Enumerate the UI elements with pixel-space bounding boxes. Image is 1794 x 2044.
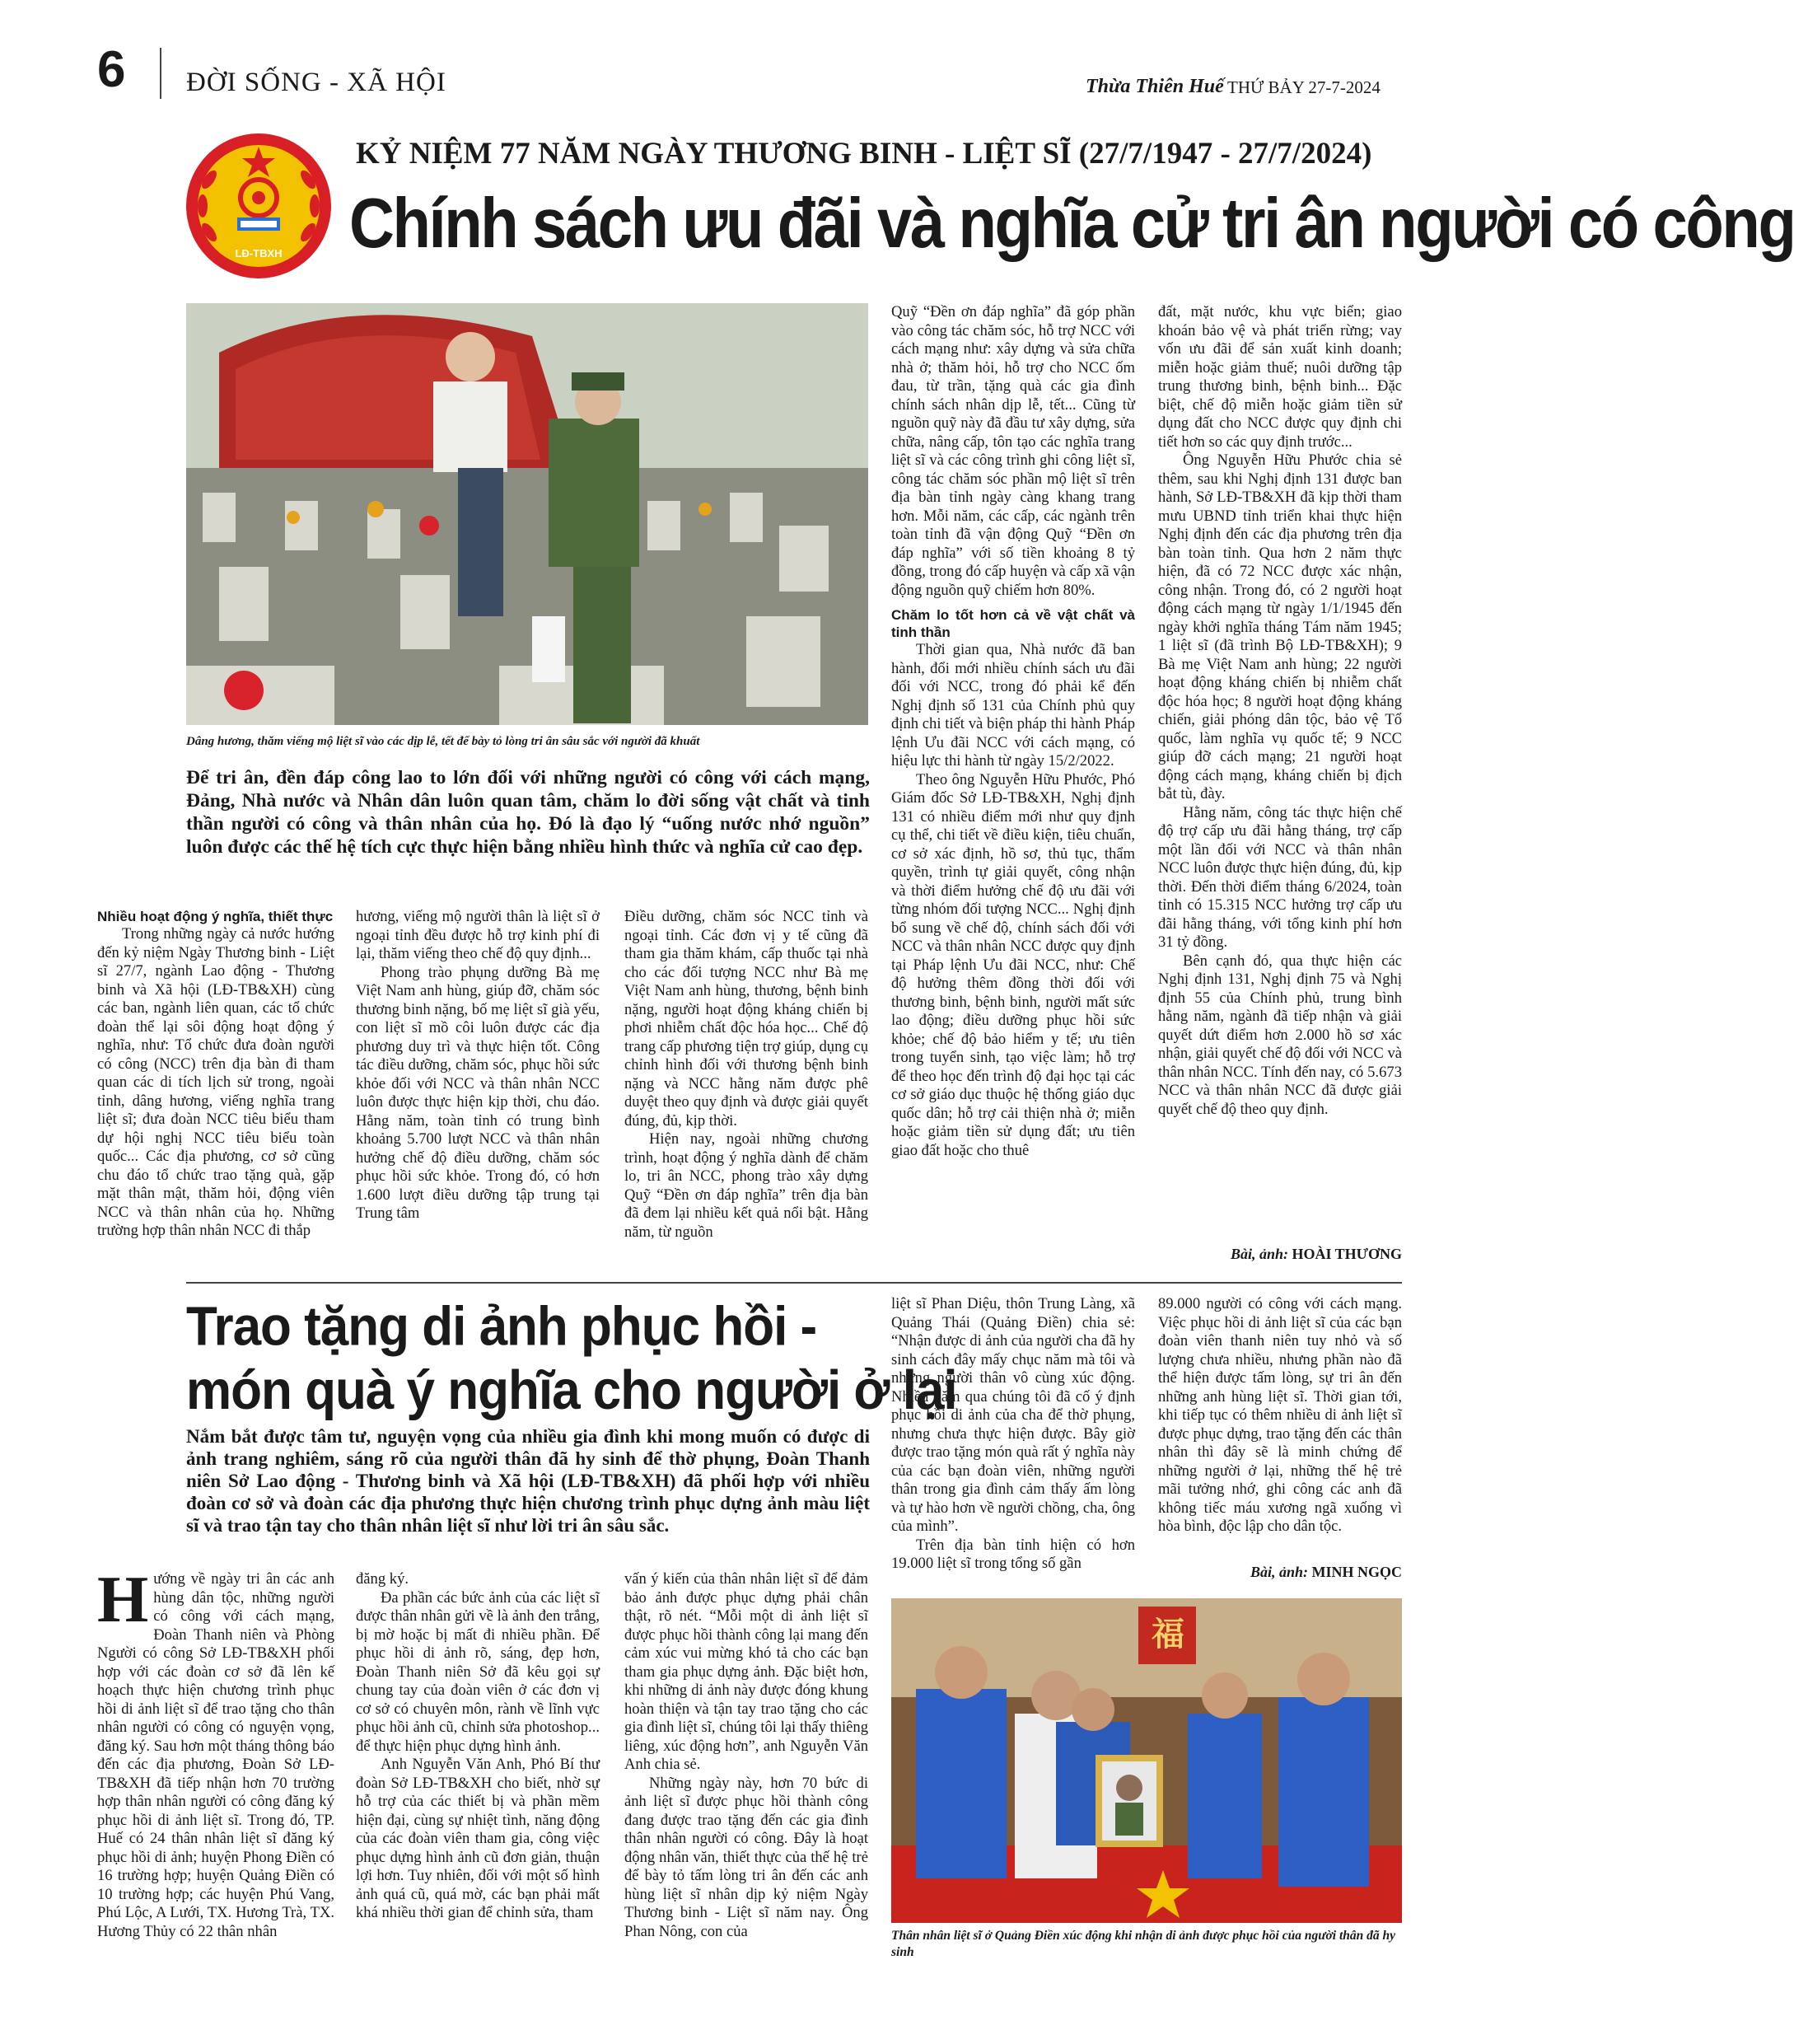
article1-byline-label: Bài, ảnh: bbox=[1230, 1246, 1292, 1262]
article2-headline-line1: Trao tặng di ảnh phục hồi - bbox=[186, 1296, 817, 1358]
article1-para: Phong trào phụng dưỡng Bà mẹ Việt Nam anh hùng, giúp đỡ, chăm sóc thương binh nặng, bố mẹ liệt sĩ già yếu, con liệt sĩ mồ côi luôn được các địa phương duy trì và thực hiện tốt. Công tác điều dưỡng, chăm sóc, phục hồi sức khỏe đối với NCC và thân nhân NCC luôn được thực hiện kịp thời, chu đáo. Hằng năm, toàn tỉnh có trung bình khoảng 5.700 lượt NCC và thân nhân hưởng chế độ điều dưỡng, chăm sóc phục hồi sức khỏe. Trong đó, có hơn 1.600 lượt điều dưỡng tập trung tại Trung tâm bbox=[356, 963, 600, 1222]
article1-para: Hằng năm, công tác thực hiện chế độ trợ cấp ưu đãi hằng tháng, trợ cấp một lần đối với NCC và thân nhân NCC luôn được thực hiện đúng, đủ, kịp thời. Đến thời điểm tháng 6/2024, toàn tỉnh có 15.315 NCC hưởng trợ cấp ưu đãi hằng tháng, với tổng kinh phí hơn 31 tỷ đồng. bbox=[1158, 803, 1402, 951]
article1-para: Quỹ “Đền ơn đáp nghĩa” đã góp phần vào công tác chăm sóc, hỗ trợ NCC với cách mạng như: xây dựng và sửa chữa nhà ở; thăm hỏi, hỗ trợ cho NCC ốm đau, từ trần, tặng quà các gia đình chính sách nhân dịp lễ, tết... Cũng từ nguồn quỹ này đã đầu tư xây dựng, sửa chữa, nâng cấp, tôn tạo các nghĩa trang liệt sĩ và các công trình ghi công liệt sĩ, công tác chăm sóc phần mộ liệt sĩ trên địa bàn tỉnh ngày càng khang trang hơn. Mỗi năm, các cấp, các ngành trên toàn tỉnh đã vận động Quỹ “Đền ơn đáp nghĩa” với số tiền khoảng 8 tỷ đồng, trong đó cấp huyện và cấp xã vận động nguồn quỹ chiếm hơn 80%. bbox=[891, 303, 1135, 599]
article2-headline-line2: món quà ý nghĩa cho người ở lại bbox=[186, 1359, 957, 1422]
issue-date: THỨ BẢY 27-7-2024 bbox=[1227, 77, 1381, 97]
article1-para: Thời gian qua, Nhà nước đã ban hành, đổi mới nhiều chính sách ưu đãi đối với NCC, trong đó phải kể đến Nghị định số 131 của Chính phủ quy định chi tiết và biện pháp thi hành Pháp lệnh Ưu đãi NCC với cách mạng, có hiệu lực thi hành từ ngày 15/2/2022. bbox=[891, 641, 1135, 769]
article2-col4 bbox=[891, 1295, 1135, 1583]
article2-col1 bbox=[97, 1564, 334, 1966]
article1-subhead1: Nhiều hoạt động ý nghĩa, thiết thực bbox=[97, 909, 334, 924]
article1-para: Theo ông Nguyễn Hữu Phước, Phó Giám đốc Sở LĐ-TB&XH, Nghị định 131 có nhiều điểm mới như quy định cụ thể, chi tiết về điều kiện, tiêu chuẩn, cơ sở xác định, hồ sơ, thủ tục, thẩm quyền, trình tự giải quyết, công nhận và thời điểm hưởng chế độ ưu đãi với từng nhóm đối tượng NCC... Nghị định bổ sung về chế độ, chính sách đối với NCC và thân nhân NCC được quy định tại Pháp lệnh Ưu đãi NCC, như: Chế độ hưởng thêm đồng thời đối với thương binh, bệnh binh, người mất sức lao động; điều dưỡng phục hồi sức khỏe; chế độ bảo hiểm y tế; ưu tiên trong tuyển sinh, tạo việc làm; hỗ trợ để theo học đến trình độ đại học tại các cơ sở giáo dục thuộc hệ thống giáo dục quốc dân; hỗ trợ cải thiện nhà ở; miễn hoặc giảm tiền sử dụng đất; ưu tiên giao đất hoặc cho thuê bbox=[891, 770, 1135, 1159]
article2-para: Đa phần các bức ảnh của các liệt sĩ được thân nhân gửi về là ảnh đen trắng, bị mờ hoặc bị mất đi nhiều phần. Để phục hồi di ảnh rõ, sáng, đẹp hơn, Đoàn Thanh niên Sở đã kêu gọi sự chung tay của đoàn viên ở các đơn vị cơ sở có chuyên môn, rành về lĩnh vực phục hồi ảnh cũ, chỉnh sửa photoshop... để thực hiện phục dựng hình ảnh. bbox=[356, 1588, 600, 1755]
article2-col2 bbox=[356, 1570, 600, 1966]
article2-byline bbox=[1158, 1564, 1402, 1581]
article1-col1 bbox=[97, 908, 334, 1254]
article2-para: ướng về ngày tri ân các anh hùng dân tộc, những người có công với cách mạng, Đoàn Thanh niên và Phòng Người có công Sở LĐ-TB&XH phối hợp với các đoàn cơ sở đã lên kế hoạch thực hiện chương trình phục hồi di ảnh liệt sĩ để trao tặng cho thân nhân người có công có nguyện vọng, đăng ký. Sau hơn một tháng thông báo đến các địa phương, Đoàn Sở LĐ-TB&XH đã tiếp nhận hơn 70 trường hợp thân nhân người có công đăng ký phục hồi di ảnh liệt sĩ. Trong đó, TP. Huế có 24 thân nhân liệt sĩ đăng ký phục hồi di ảnh; huyện Phong Điền có 16 trường hợp; huyện Quảng Điền có 10 trường hợp; các huyện Phú Vang, Phú Lộc, A Lưới, TX. Hương Trà, TX. Hương Thủy có 22 thân nhân bbox=[97, 1570, 334, 1940]
logo-text: LĐ-TBXH bbox=[235, 247, 283, 260]
article1-byline-name: HOÀI THƯƠNG bbox=[1292, 1246, 1402, 1262]
ldtbxh-logo bbox=[185, 132, 333, 280]
article2-headline bbox=[186, 1295, 957, 1424]
photo-sign-glyph: 福 bbox=[1152, 1616, 1184, 1653]
article1-para: đất, mặt nước, khu vực biển; giao khoán bảo vệ và phát triển rừng; vay vốn ưu đãi để sản xuất kinh doanh; miễn hoặc giảm thuế; nuôi dưỡng tập trung thương binh, bệnh binh... Đặc biệt, chế độ miễn hoặc giảm tiền sử dụng đất cho NCC được quy định chi tiết hơn so các quy định trước... bbox=[1158, 303, 1402, 451]
article2-para: 89.000 người có công với cách mạng. Việc phục hồi di ảnh liệt sĩ của các bạn đoàn viên thanh niên tuy nhỏ và số lượng chưa nhiều, nhưng phần nào đã thể hiện được tấm lòng, sự tri ân đến những anh hùng liệt sĩ. Thời gian tới, khi tiếp tục có thêm nhiều di ảnh liệt sĩ được phục dựng, trao tặng đến các thân nhân thì đây sẽ là minh chứng để những người ở lại, những thế hệ trẻ mãi tưởng nhớ, ghi công các anh đã không tiếc máu xương ngã xuống vì hòa bình, độc lập cho dân tộc. bbox=[1158, 1295, 1402, 1535]
article1-para: Ông Nguyễn Hữu Phước chia sẻ thêm, sau khi Nghị định 131 được ban hành, Sở LĐ-TB&XH đã kịp thời tham mưu UBND tỉnh triển khai thực hiện Nghị định đến các địa phương trên địa bàn toàn tỉnh. Qua hơn 2 năm thực hiện, đã có 72 NCC được xác nhận, công nhận. Trong đó, có 2 người hoạt động cách mạng từ ngày 1/1/1945 đến ngày khởi nghĩa tháng Tám năm 1945; 1 liệt sĩ (đã trình Bộ LĐ-TB&XH); 9 Bà mẹ Việt Nam anh hùng; 22 người hoạt động kháng chiến bị nhiễm chất độc hóa học; 8 người hoạt động kháng chiến, giải phóng dân tộc, bảo vệ Tổ quốc, làm nghĩa vụ quốc tế; 9 NCC giúp đỡ cách mạng; 21 người hoạt động cách mạng, kháng chiến bị địch bắt tù, đày. bbox=[1158, 451, 1402, 802]
article2-para: Trên địa bàn tỉnh hiện có hơn 19.000 liệt sĩ trong tổng số gần bbox=[891, 1536, 1135, 1572]
article1-para: Trong những ngày cả nước hướng đến kỷ niệm Ngày Thương binh - Liệt sĩ 27/7, ngành Lao động - Thương binh và Xã hội (LĐ-TB&XH) cùng các ban, ngành liên quan, các tổ chức đoàn thể lại sôi động hoạt động ý nghĩa, như: Tổ chức đưa đoàn người có công (NCC) trên địa bàn đi tham quan các di tích lịch sử trong, ngoài tỉnh, dâng hương, viếng nghĩa trang liệt sĩ; đưa đoàn NCC tiêu biểu tham dự hội nghị NCC tiêu biểu toàn quốc... Các địa phương, cơ sở cũng chu đáo tổ chức trao tặng quà, gặp mặt thân mật, thăm hỏi, động viên NCC và thân nhân của họ. Những trường hợp thân nhân NCC đi thắp bbox=[97, 925, 334, 1239]
header-divider bbox=[160, 48, 161, 99]
section-title: ĐỜI SỐNG - XÃ HỘI bbox=[186, 68, 446, 97]
article2-para: liệt sĩ Phan Diệu, thôn Trung Làng, xã Quảng Thái (Quảng Điền) chia sẻ: “Nhận được di ảnh của người cha đã hy sinh cách đây mấy chục năm mà tôi và những người thân vô cùng xúc động. Nhiều năm qua chúng tôi đã cố ý định phục hồi di ảnh của cha để thờ phụng, nhưng chưa thực hiện được. Bây giờ được trao tặng món quà rất ý nghĩa này của các bạn đoàn viên, những người thân trong gia đình cảm thấy ấm lòng và tự hào hơn về người chồng, cha, ông của mình”. bbox=[891, 1295, 1135, 1535]
article1-lead: Để tri ân, đền đáp công lao to lớn đối với những người có công với cách mạng, Đảng, Nhà nước và Nhân dân luôn quan tâm, chăm lo đời sống vật chất và tinh thần người có công và thân nhân của họ. Đó là đạo lý “uống nước nhớ nguồn” luôn được các thế hệ tích cực thực hiện bằng nhiều hình thức và nghĩa cử cao đẹp. bbox=[186, 767, 870, 858]
article2-para: Những ngày này, hơn 70 bức di ảnh liệt sĩ được phục hồi thành công đang được trao tặng đến các gia đình thân nhân người có công. Đây là hoạt động nhân văn, thiết thực của thế hệ trẻ để bày tỏ tấm lòng tri ân đến các anh hùng liệt sĩ nhân dịp kỷ niệm Ngày Thương binh - Liệt sĩ năm nay. Ông Phan Nông, con của bbox=[624, 1774, 868, 1940]
article1-para: Bên cạnh đó, qua thực hiện các Nghị định 131, Nghị định 75 và Nghị định 55 của Chính phủ, trung bình hằng năm, ngành đã tiếp nhận và giải quyết dứt điểm hơn 2.000 hồ sơ xác nhận, giải quyết chế độ đối với NCC và thân nhân NCC. Tính đến nay, có 5.673 NCC và thân nhân NCC đã được giải quyết chế độ theo quy định. bbox=[1158, 952, 1402, 1118]
article1-para: Hiện nay, ngoài những chương trình, hoạt động ý nghĩa dành để chăm lo, tri ân NCC, phong trào xây dựng Quỹ “Đền ơn đáp nghĩa” trên địa bàn đã đem lại nhiều kết quả nổi bật. Hằng năm, từ nguồn bbox=[624, 1130, 868, 1241]
portrait-handover-photo bbox=[891, 1598, 1402, 1923]
article2-col3 bbox=[624, 1570, 868, 1966]
article2-dropcap: H bbox=[97, 1564, 149, 1636]
article1-para: hương, viếng mộ người thân là liệt sĩ ở ngoại tỉnh đều được hỗ trợ kinh phí đi lại, thăm viếng theo chế độ quy định... bbox=[356, 908, 600, 962]
article-divider bbox=[186, 1282, 1402, 1284]
article2-col5 bbox=[1158, 1295, 1402, 1559]
article1-col5 bbox=[1158, 303, 1402, 1242]
article2-para: vấn ý kiến của thân nhân liệt sĩ để đảm bảo ảnh được phục dựng phải chân thật, rõ nét. “Mỗi một di ảnh liệt sĩ được phục hồi thành công lại mang đến cảm xúc vui mừng khó tả cho các bạn tham gia phục dựng ảnh. Đặc biệt hơn, khi những di ảnh này được đóng khung hoàn thiện và tận tay trao tặng cho các gia đình liệt sĩ, chúng tôi lại thấy thiêng liêng, xúc động hơn”, anh Nguyễn Văn Anh chia sẻ. bbox=[624, 1570, 868, 1773]
article1-photo-caption: Dâng hương, thăm viếng mộ liệt sĩ vào các dịp lễ, tết để bày tỏ lòng tri ân sâu sắc với người đã khuất bbox=[186, 735, 700, 748]
page-number: 6 bbox=[97, 41, 126, 98]
article1-col3 bbox=[624, 908, 868, 1254]
article2-photo-caption: Thân nhân liệt sĩ ở Quảng Điền xúc động khi nhận di ảnh được phục hồi của người thân đã hy sinh bbox=[891, 1929, 1396, 1959]
article1-col2 bbox=[356, 908, 600, 1254]
article2-lead: Nắm bắt được tâm tư, nguyện vọng của nhiều gia đình khi mong muốn có được di ảnh trang nghiêm, sáng rõ của người thân đã hy sinh để thờ phụng, Đoàn Thanh niên Sở Lao động - Thương binh và Xã hội (LĐ-TB&XH) đã phối hợp với nhiều đoàn cơ sở và đoàn các địa phương thực hiện chương trình phục dựng ảnh màu liệt sĩ và trao tận tay cho thân nhân liệt sĩ như lời tri ân sâu sắc. bbox=[186, 1426, 870, 1536]
article1-subhead2: Chăm lo tốt hơn cả về vật chất và tinh thần bbox=[891, 607, 1135, 640]
article2-para: đăng ký. bbox=[356, 1570, 409, 1588]
article1-para: Điều dưỡng, chăm sóc NCC tỉnh và ngoại tỉnh. Các đơn vị y tế cũng đã tham gia thăm khám, cấp thuốc tại nhà cho các đối tượng NCC như Bà mẹ Việt Nam anh hùng, thương, bệnh binh nặng, người hoạt động kháng chiến bị phơi nhiễm chất độc hóa học... Chế độ trang cấp phương tiện trợ giúp, dụng cụ chỉnh hình đối với thương bệnh binh nặng và NCC hằng năm được phê duyệt theo quy định và được giải quyết đúng, đủ, kịp thời. bbox=[624, 908, 868, 1130]
article2-byline-label: Bài, ảnh: bbox=[1250, 1564, 1312, 1580]
article1-headline: Chính sách ưu đãi và nghĩa cử tri ân người có công bbox=[349, 184, 1794, 263]
article1-col4 bbox=[891, 303, 1135, 1267]
paper-name: Thừa Thiên Huế bbox=[1086, 76, 1224, 97]
article2-byline-name: MINH NGỌC bbox=[1311, 1564, 1402, 1580]
article1-kicker: KỶ NIỆM 77 NĂM NGÀY THƯƠNG BINH - LIỆT SĨ (27/7/1947 - 27/7/2024) bbox=[356, 137, 1372, 171]
article2-para: Anh Nguyễn Văn Anh, Phó Bí thư đoàn Sở LĐ-TB&XH cho biết, nhờ sự hỗ trợ của các thiết bị và phần mềm hiện đại, cùng sự nhiệt tình, năng động của các đoàn viên tham gia, công việc phục dựng hình ảnh cũ đơn giản, thuận lợi hơn. Tuy nhiên, đối với một số hình ảnh quá cũ, quá mờ, các bạn phải mất khá nhiều thời gian để chỉnh sửa, tham bbox=[356, 1756, 600, 1921]
article1-byline bbox=[1158, 1246, 1402, 1263]
cemetery-photo bbox=[186, 303, 868, 725]
